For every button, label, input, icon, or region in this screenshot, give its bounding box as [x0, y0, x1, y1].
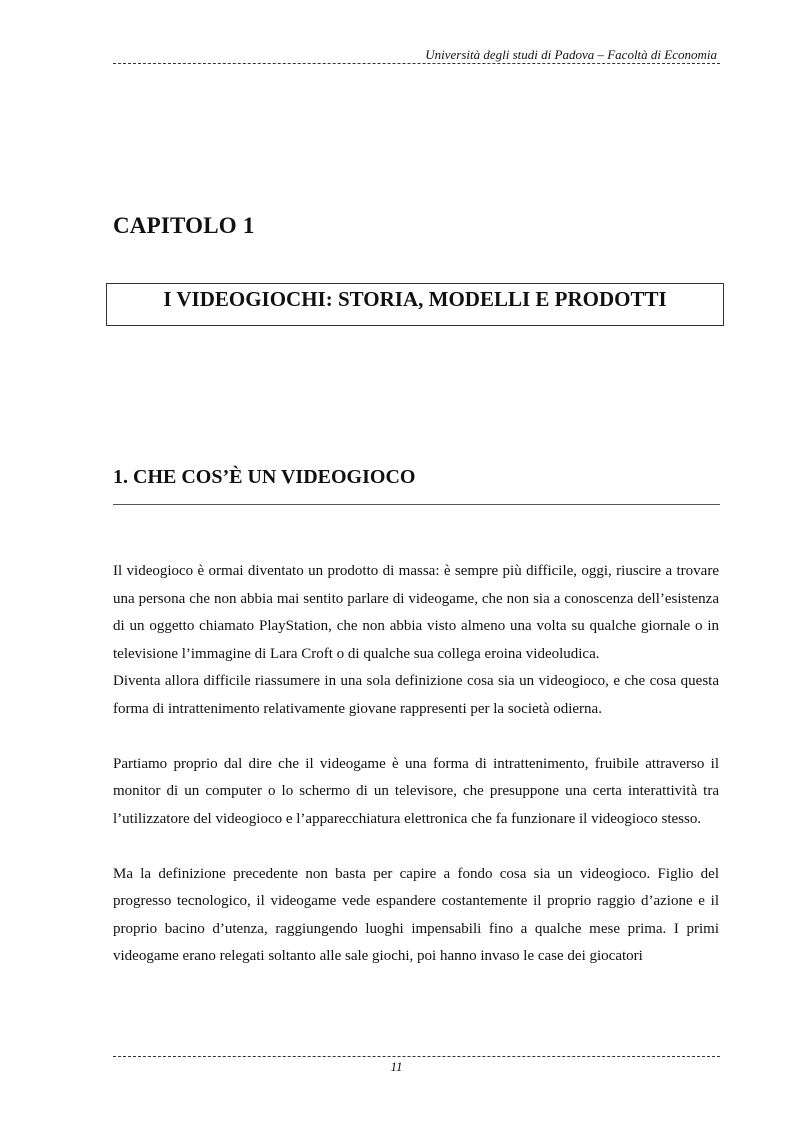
body-text	[113, 558, 719, 971]
paragraph: Il videogioco è ormai diventato un prodotto di massa: è sempre più difficile, oggi, riuscire a trovare una persona che non abbia mai sentito parlare di videogame, che non sia a conoscenza dell’esistenza di un oggetto chiamato PlayStation, che non abbia visto almeno una volta su qualche giornale o in televisione l’immagine di Lara Croft o di qualche sua collega eroina videoludica.	[113, 563, 719, 662]
paragraph: Partiamo proprio dal dire che il videogame è una forma di intrattenimento, fruibile attraverso il monitor di un computer o lo schermo di un televisore, che presuppone una certa interattività tra l’utilizzatore del videogioco e l’apparecchiatura elettronica che fa funzionare il videogioco stesso.	[113, 755, 719, 827]
chapter-title: I VIDEOGIOCHI: STORIA, MODELLI E PRODOTTI	[163, 287, 667, 311]
chapter-label: CAPITOLO 1	[113, 213, 255, 238]
page-number: 11	[390, 1059, 403, 1074]
chapter-title-box	[106, 283, 724, 326]
paragraph: Ma la definizione precedente non basta per capire a fondo cosa sia un videogioco. Figlio del progresso tecnologico, il videogame vede espandere costantemente il proprio raggio d’azione e il proprio bacino d’utenza, raggiungendo luoghi impensabili fino a qualche mese prima. I primi videogame erano relegati soltanto alle sale giochi, poi hanno invaso le case dei giocatori	[113, 865, 719, 964]
section-heading: 1. CHE COS’È UN VIDEOGIOCO	[113, 466, 416, 488]
section-divider	[113, 504, 720, 505]
header-divider	[113, 63, 720, 64]
running-header: Università degli studi di Padova – Facoltà di Economia	[425, 47, 717, 62]
paragraph: Diventa allora difficile riassumere in una sola definizione cosa sia un videogioco, e che cosa questa forma di intrattenimento relativamente giovane rappresenti per la società odierna.	[113, 673, 719, 717]
footer-divider	[113, 1056, 720, 1057]
